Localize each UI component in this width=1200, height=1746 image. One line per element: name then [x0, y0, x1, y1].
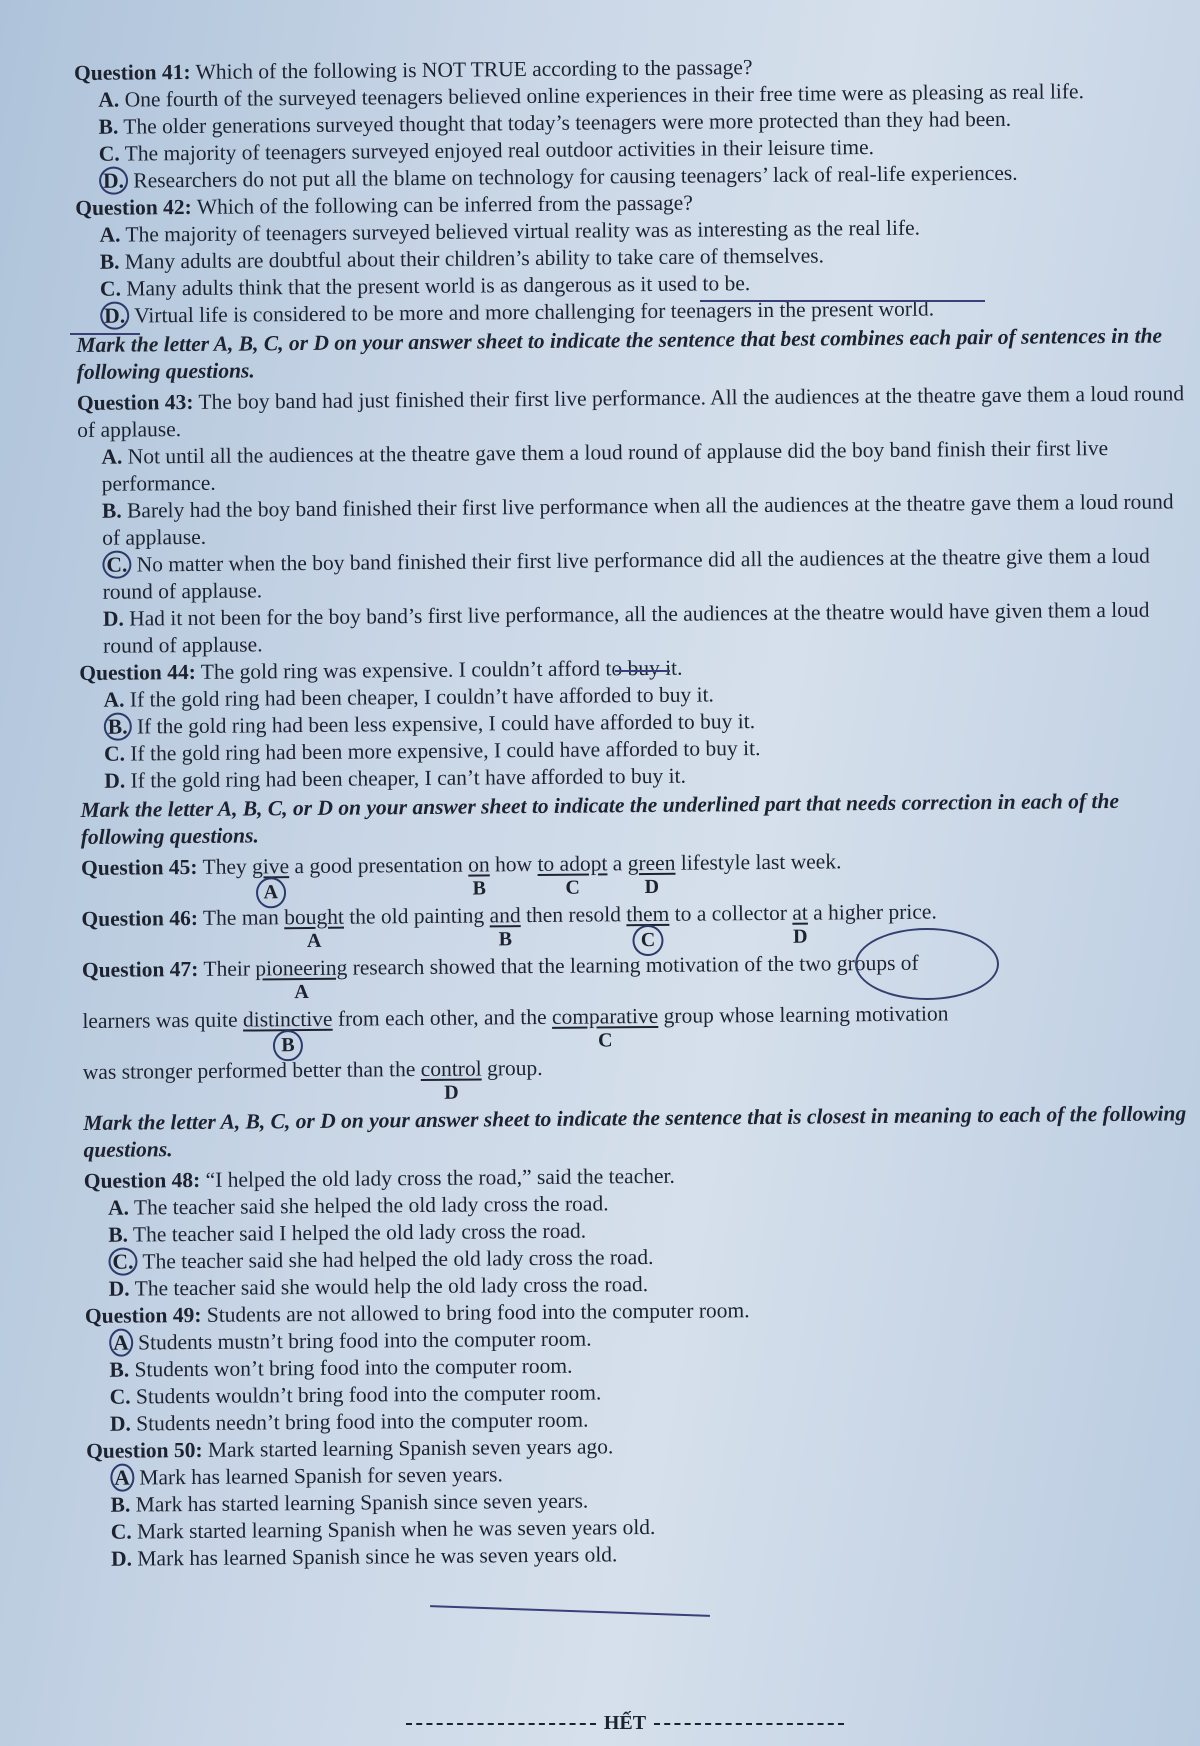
question-text: lifestyle last week.	[675, 849, 842, 875]
underlined-text: them	[626, 901, 670, 927]
option-b	[78, 488, 1188, 552]
option-text: The teacher said she would help the old lady cross the road.	[134, 1272, 649, 1301]
option-text: Mark has learned Spanish for seven years.	[139, 1462, 503, 1490]
underlined-text: control	[420, 1056, 482, 1082]
underlined-part-b	[468, 851, 490, 900]
option-letter: C.	[103, 741, 126, 766]
option-text: The older generations surveyed thought that today’s teenagers were more protected than they had been.	[123, 106, 1012, 139]
question-title: Question 43:	[76, 389, 194, 415]
underlined-text: and	[489, 903, 521, 928]
option-letter: B.	[98, 114, 119, 139]
question-line	[82, 1049, 1193, 1104]
question-text: Mark started learning Spanish seven years ago.	[207, 1434, 614, 1462]
question-50	[86, 1428, 1197, 1573]
option-letter: D.	[110, 1546, 133, 1571]
question-text: how	[489, 851, 538, 877]
option-text: If the gold ring had been cheaper, I couldn’t have afforded to buy it.	[129, 682, 714, 712]
option-text: Students won’t bring food into the computer room.	[134, 1353, 573, 1382]
question-46	[81, 896, 1191, 952]
option-text: If the gold ring had been less expensive, I could have afforded to buy it.	[136, 709, 756, 739]
option-text: Had it not been for the boy band’s first live performance, all the audiences at the theatre would have given them a loud round of applause.	[103, 597, 1150, 658]
part-letter: B	[472, 877, 486, 900]
option-letter: B.	[104, 713, 132, 741]
question-text: a	[607, 851, 628, 876]
underlined-part-a	[251, 853, 290, 904]
option-letter: C.	[109, 1384, 131, 1409]
underlined-part-b	[489, 902, 521, 951]
question-text: research showed that the learning motivation of the two groups of	[347, 950, 919, 980]
option-text: If the gold ring had been cheaper, I can’t have afforded to buy it.	[130, 763, 686, 793]
option-letter: A.	[107, 1195, 130, 1220]
option-letter: D.	[104, 768, 126, 793]
option-letter: C.	[99, 276, 122, 301]
part-letter: D	[444, 1081, 459, 1104]
question-text: then resold	[520, 902, 627, 928]
underlined-part-d	[420, 1055, 482, 1104]
question-text: a good presentation	[289, 852, 469, 879]
option-text: Many adults think that the present world is as dangerous as it used to be.	[126, 271, 751, 301]
option-letter: D.	[109, 1411, 131, 1436]
question-48	[84, 1158, 1195, 1303]
section-instruction-combine: Mark the letter A, B, C, or D on your answer sheet to indicate the sentence that best combines each pair of sentences in the following questions.	[76, 323, 1163, 384]
underlined-text: green	[627, 850, 676, 876]
question-text: They	[202, 854, 253, 879]
question-49	[85, 1293, 1196, 1438]
option-letter: B.	[109, 1357, 130, 1382]
option-text: The teacher said she helped the old lady cross the road.	[133, 1191, 609, 1220]
option-letter: A.	[98, 87, 120, 112]
question-text: a higher price.	[807, 899, 937, 925]
question-title: Question 42:	[75, 194, 192, 220]
question-text: learners was quite	[82, 1007, 244, 1033]
question-text: The man	[202, 905, 285, 930]
underlined-part-b	[242, 1006, 333, 1057]
option-text: The majority of teenagers surveyed believed virtual reality was as interesting as the real life.	[125, 215, 921, 247]
option-text: Mark started learning Spanish when he was seven years old.	[137, 1514, 656, 1544]
part-letter: C	[597, 1029, 613, 1052]
option-text: Mark has started learning Spanish since seven years.	[135, 1488, 589, 1517]
question-title: Question 49:	[84, 1302, 202, 1328]
option-text: Barely had the boy band finished their first live performance when all the audiences at the theatre gave them a loud round of applause.	[102, 489, 1174, 550]
option-text: If the gold ring had been more expensive, I could have afforded to buy it.	[130, 736, 761, 766]
option-text: Students wouldn’t bring food into the computer room.	[135, 1380, 602, 1409]
question-text: the old painting	[343, 903, 490, 929]
option-a	[77, 434, 1187, 498]
part-letter: C	[565, 876, 580, 899]
part-letter: A	[306, 929, 322, 952]
question-text: Which of the following is NOT TRUE according to the passage?	[195, 55, 753, 84]
question-text: from each other, and the	[332, 1004, 553, 1031]
section-instruction-meaning: Mark the letter A, B, C, or D on your answer sheet to indicate the sentence that is closest in meaning to each of the following questions.	[83, 1101, 1187, 1162]
option-letter: B.	[110, 1492, 131, 1517]
question-text: Their	[203, 956, 256, 981]
option-text: The teacher said she had helped the old lady cross the road.	[142, 1244, 654, 1274]
question-text: to a collector	[669, 900, 793, 926]
pen-underline	[430, 1605, 710, 1617]
pen-underline	[700, 300, 985, 302]
underlined-part-c	[537, 850, 608, 899]
option-letter: C.	[110, 1519, 132, 1544]
option-letter: B.	[108, 1222, 129, 1247]
option-text: Students mustn’t bring food into the computer room.	[137, 1326, 592, 1355]
question-text: Students are not allowed to bring food into the computer room.	[206, 1298, 750, 1327]
question-43	[77, 380, 1189, 660]
footer-text: HẾT	[603, 1712, 647, 1734]
option-letter: B.	[99, 249, 120, 274]
part-letter: A	[294, 980, 309, 1004]
part-letter: D	[792, 925, 808, 948]
option-text: Mark has learned Spanish since he was seven years old.	[137, 1542, 618, 1571]
question-text: The gold ring was expensive. I couldn’t afford to buy it.	[200, 655, 683, 684]
question-title: Question 45:	[80, 854, 198, 880]
part-letter: B	[273, 1030, 303, 1061]
question-text: was stronger performed better than the	[82, 1057, 421, 1084]
option-letter: C.	[108, 1247, 137, 1275]
question-title: Question 50:	[86, 1437, 203, 1463]
question-title: Question 41:	[74, 59, 191, 85]
part-letter: B	[498, 928, 513, 951]
page-footer	[390, 1712, 860, 1735]
option-letter: C.	[102, 551, 131, 579]
question-42	[75, 185, 1186, 330]
underlined-text: pioneering	[255, 955, 348, 981]
option-letter: A.	[103, 687, 125, 712]
underlined-part-a	[255, 955, 348, 1004]
question-title: Question 44:	[79, 659, 196, 685]
option-text: The teacher said I helped the old lady cross the road.	[132, 1218, 587, 1247]
question-text: group whose learning motivation	[658, 1001, 949, 1028]
option-text: Many adults are doubtful about their children’s ability to take care of themselves.	[124, 243, 825, 274]
exam-content	[74, 50, 1197, 1573]
option-c	[78, 542, 1188, 606]
question-text: group.	[481, 1055, 543, 1081]
underlined-part-a	[284, 904, 344, 952]
underlined-text: at	[792, 900, 808, 925]
underlined-part-c	[551, 1003, 659, 1052]
option-text: The majority of teenagers surveyed enjoyed real outdoor activities in their leisure time.	[124, 135, 875, 166]
option-letter: B.	[101, 498, 122, 523]
question-text: “I helped the old lady cross the road,” said the teacher.	[205, 1163, 675, 1192]
section-instruction-correction: Mark the letter A, B, C, or D on your answer sheet to indicate the underlined part that needs correction in each of the following questions.	[80, 788, 1120, 849]
option-letter: D.	[108, 1276, 130, 1301]
option-text: No matter when the boy band finished their first live performance did all the audiences at the theatre give them a loud round of applause.	[102, 543, 1150, 604]
option-letter: A.	[101, 444, 123, 469]
underlined-text: give	[251, 854, 290, 879]
question-line	[81, 947, 1192, 1004]
question-45	[80, 845, 1191, 904]
option-letter: D.	[102, 606, 124, 631]
option-letter: D.	[99, 167, 128, 195]
pen-circle-mark	[855, 928, 999, 1000]
part-letter: D	[644, 875, 660, 899]
option-text: One fourth of the surveyed teenagers believed online experiences in their free time were as pleasing as real life.	[124, 79, 1085, 112]
underlined-text: to adopt	[537, 851, 608, 876]
question-41	[74, 50, 1185, 195]
pen-underline	[615, 670, 670, 672]
option-letter: D.	[100, 302, 129, 330]
question-title: Question 47:	[81, 956, 199, 982]
option-text: Not until all the audiences at the theatre gave them a loud round of applause did the boy band finish their first live performance.	[101, 435, 1109, 496]
option-letter: A.	[99, 222, 121, 247]
underlined-part-d	[792, 900, 808, 948]
underlined-text: bought	[284, 904, 344, 930]
question-text: The boy band had just finished their first live performance. All the audiences at the theatre gave them a loud round of applause.	[77, 381, 1185, 442]
question-line	[82, 998, 1192, 1057]
part-letter: A	[255, 877, 286, 908]
option-d	[79, 596, 1189, 660]
option-letter: C.	[98, 141, 120, 166]
underlined-text: distinctive	[242, 1006, 333, 1032]
option-letter: A	[110, 1464, 134, 1492]
option-letter: A	[109, 1329, 133, 1357]
question-title: Question 48:	[83, 1167, 201, 1193]
question-title: Question 46:	[81, 905, 199, 931]
part-letter: C	[633, 925, 664, 956]
pen-underline	[70, 333, 140, 335]
underlined-text: comparative	[551, 1003, 659, 1029]
option-text: Virtual life is considered to be more and more challenging for teenagers in the present world.	[134, 296, 935, 328]
underlined-part-d	[627, 850, 676, 899]
option-text: Researchers do not put all the blame on technology for causing teenagers’ lack of real-life experiences.	[133, 160, 1018, 193]
question-47	[81, 947, 1193, 1104]
underlined-part-c	[626, 901, 670, 952]
option-text: Students needn’t bring food into the computer room.	[136, 1407, 589, 1436]
question-text: Which of the following can be inferred from the passage?	[196, 190, 693, 219]
underlined-text: on	[468, 852, 490, 877]
